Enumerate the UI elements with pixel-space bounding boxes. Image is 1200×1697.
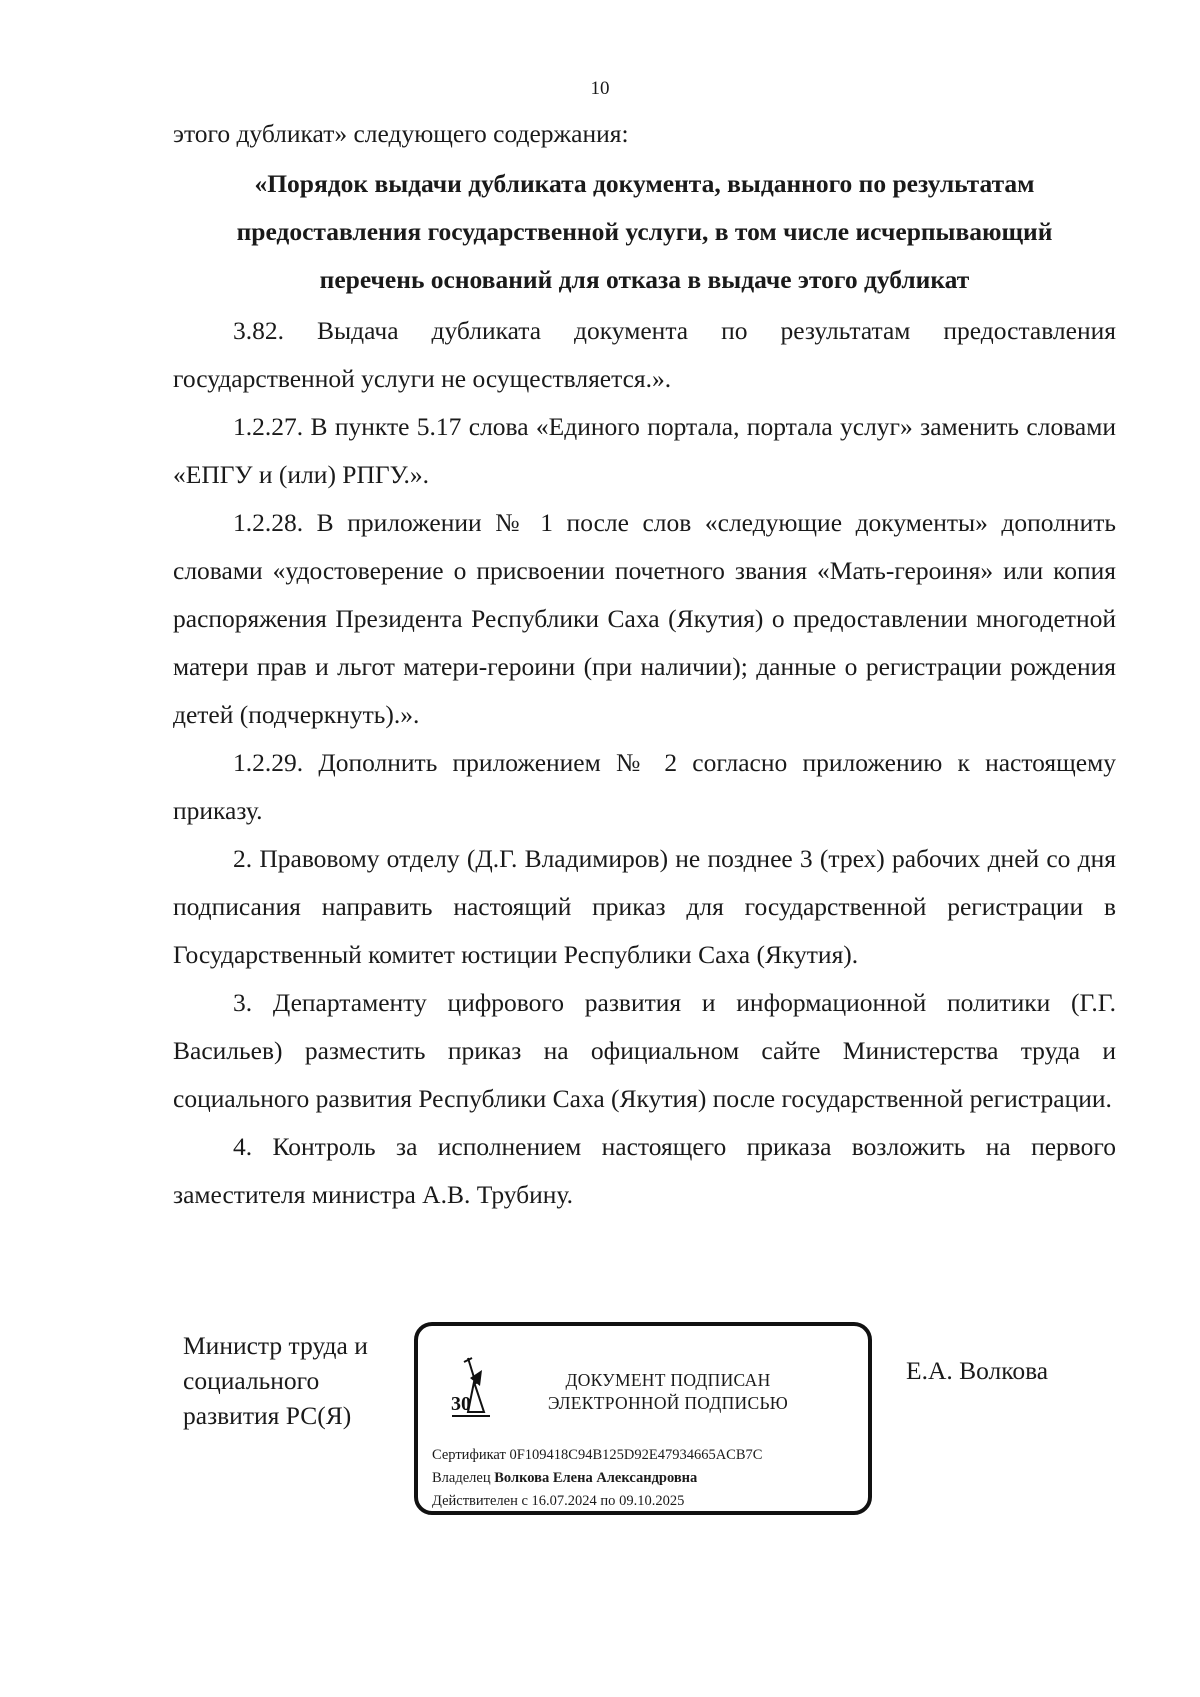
validity-row	[432, 1490, 762, 1513]
lead-text: этого дубликат» следующего содержания:	[173, 119, 629, 148]
heading-line: предоставления государственной услуги, в том числе исчерпывающий	[236, 217, 1053, 246]
page-number: 10	[590, 78, 610, 99]
stamp-header-line: ЭЛЕКТРОННОЙ ПОДПИСЬЮ	[547, 1393, 789, 1413]
heading-line: «Порядок выдачи дубликата документа, выданного по результатам	[254, 169, 1035, 198]
paragraph-1-2-28: 1.2.28. В приложении № 1 после слов «следующие документы» дополнить словами «удостоверение о присвоении почетного звания «Мать-героиня» или копия распоряжения Президента Республики Саха (Якутия) о предоставлении многодетной матери прав и льгот матери-героини (при наличии); данные о регистрации рождения детей (подчеркнуть).».	[173, 508, 1116, 729]
paragraph-1-2-29: 1.2.29. Дополнить приложением № 2 согласно приложению к настоящему приказу.	[173, 748, 1116, 825]
valid-from-date: 16.07.2024	[531, 1493, 597, 1509]
signer-title	[183, 1328, 368, 1433]
paragraph-4: 4. Контроль за исполнением настоящего приказа возложить на первого заместителя министра А.В. Трубину.	[173, 1132, 1116, 1209]
section-heading	[173, 160, 1116, 304]
valid-from-label: с	[521, 1493, 528, 1509]
certificate-value: 0F109418C94B125D92E47934665ACB7C	[509, 1447, 763, 1463]
paragraph-3: 3. Департаменту цифрового развития и информационной политики (Г.Г. Васильев) разместить приказ на официальном сайте Министерства труда и социального развития Республики Саха (Якутия) после государственной регистрации.	[173, 988, 1116, 1113]
stamp-header-line: ДОКУМЕНТ ПОДПИСАН	[565, 1370, 771, 1390]
valid-to-date: 09.10.2025	[619, 1493, 685, 1509]
signer-name: Е.А. Волкова	[906, 1356, 1049, 1385]
paragraph-2: 2. Правовому отделу (Д.Г. Владимиров) не позднее 3 (трех) рабочих дней со дня подписания направить настоящий приказ для государственной регистрации в Государственный комитет юстиции Республики Саха (Якутия).	[173, 844, 1116, 969]
body-paragraphs	[173, 307, 1116, 1219]
owner-row	[432, 1467, 762, 1490]
owner-value: Волкова Елена Александровна	[494, 1470, 698, 1486]
emblem-text: 30	[451, 1393, 471, 1415]
valid-to-label: по	[600, 1493, 616, 1509]
certificate-label: Сертификат	[432, 1447, 506, 1463]
owner-label: Владелец	[432, 1470, 491, 1486]
paragraph-3-82: 3.82. Выдача дубликата документа по результатам предоставления государственной услуги не осуществляется.».	[173, 316, 1116, 393]
emblem-icon	[450, 1352, 494, 1422]
stamp-details	[432, 1444, 762, 1513]
signer-title-line: развития РС(Я)	[183, 1401, 352, 1430]
electronic-signature-stamp	[414, 1322, 872, 1515]
heading-line: перечень оснований для отказа в выдаче этого дубликат	[319, 265, 970, 294]
paragraph-1-2-27: 1.2.27. В пункте 5.17 слова «Единого портала, портала услуг» заменить словами «ЕПГУ и (или) РПГУ.».	[173, 412, 1116, 489]
certificate-row	[432, 1444, 762, 1467]
stamp-header	[523, 1369, 813, 1415]
signer-title-line: Министр труда и	[183, 1331, 368, 1360]
signature-block	[0, 1320, 1200, 1520]
signer-title-line: социального	[183, 1366, 320, 1395]
validity-label: Действителен	[432, 1493, 518, 1509]
